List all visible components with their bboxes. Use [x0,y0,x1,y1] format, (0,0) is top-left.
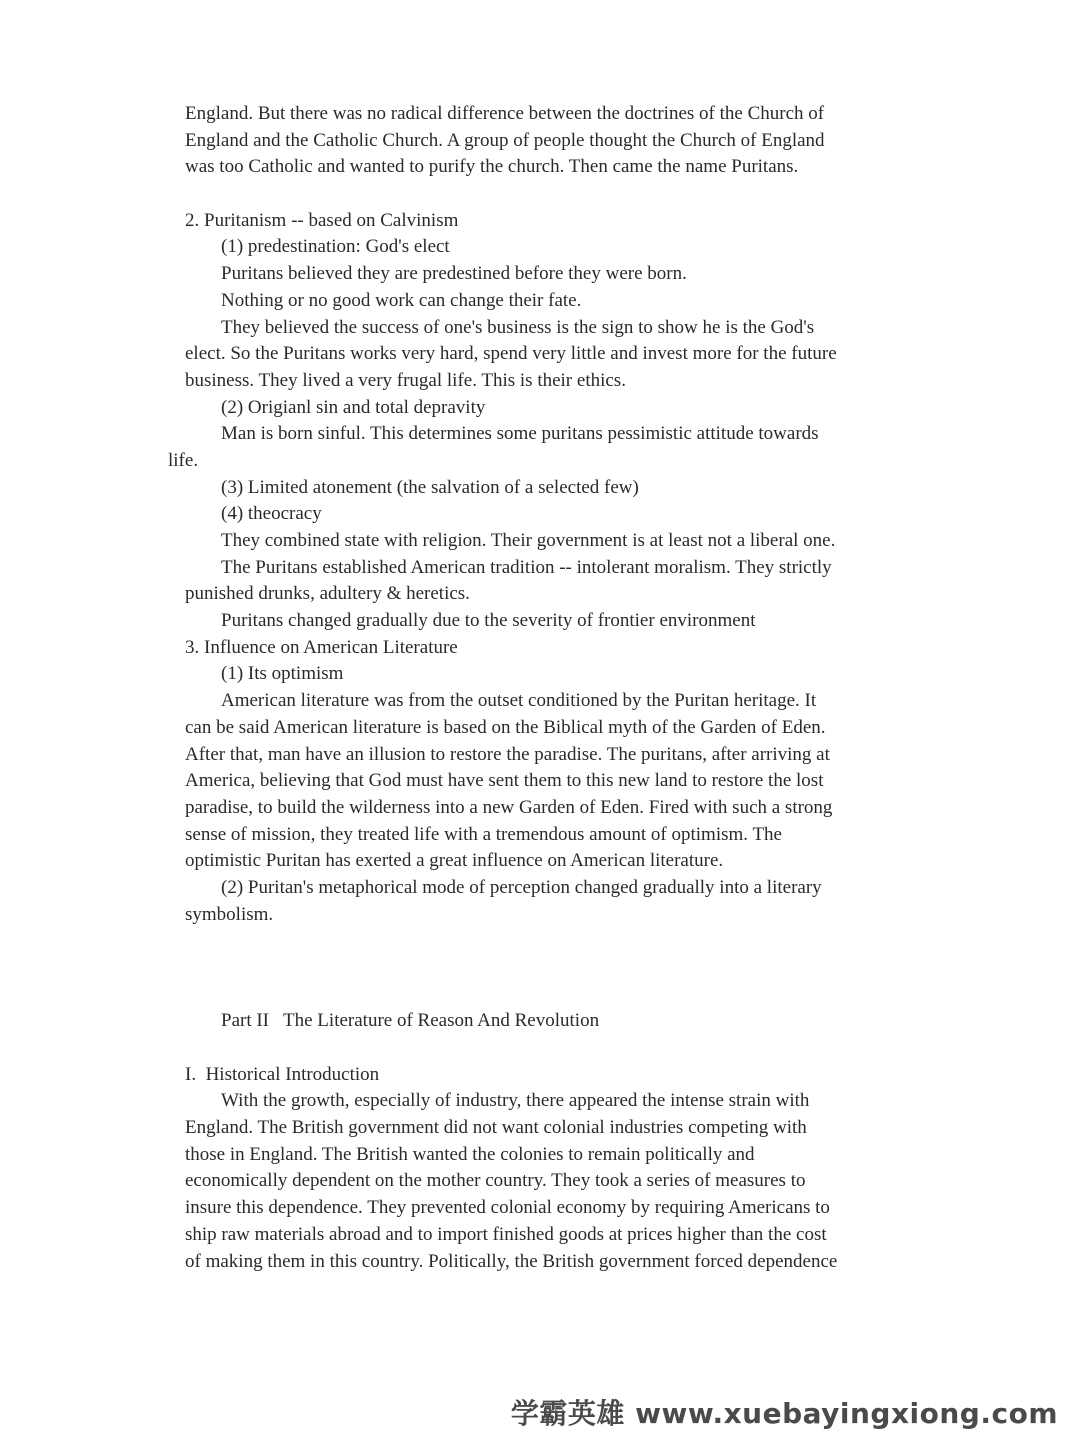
text-line: optimistic Puritan has exerted a great influence on American literature. [185,850,724,872]
part-label: Part II [221,1010,270,1032]
text-line: symbolism. [185,903,274,925]
text-line: Puritans changed gradually due to the severity of frontier environment [221,610,756,632]
text-line: Man is born sinful. This determines some puritans pessimistic attitude towards [221,423,819,445]
subsection-heading: (4) theocracy [221,503,322,525]
text-line: economically dependent on the mother country. They took a series of measures to [185,1170,806,1192]
text-line: The Puritans established American tradition -- intolerant moralism. They strictly [221,556,832,578]
section-heading: 2. Puritanism -- based on Calvinism [185,209,459,231]
section-influence [0,635,1080,929]
text-line: England. The British government did not want colonial industries competing with [185,1117,807,1139]
subsection-heading: (3) Limited atonement (the salvation of a selected few) [221,476,639,498]
section-heading: 3. Influence on American Literature [185,636,458,658]
text-line: can be said American literature is based on the Biblical myth of the Garden of Eden. [185,716,826,738]
text-line: ship raw materials abroad and to import finished goods at prices higher than the cost [185,1223,827,1245]
section-historical [0,1062,1080,1276]
text-line: England and the Catholic Church. A group of people thought the Church of England [185,129,825,151]
section-heading: I. Historical Introduction [185,1063,380,1085]
site-watermark: 学霸英雄 www.xuebayingxiong.com [510,1397,1058,1430]
text-line: life. [168,449,199,471]
text-line: of making them in this country. Politically, the British government forced dependence [185,1250,838,1272]
part-title: The Literature of Reason And Revolution [283,1010,600,1032]
text-line: sense of mission, they treated life with a tremendous amount of optimism. The [185,823,782,845]
spacer [0,181,1080,208]
text-line: (2) Puritan's metaphorical mode of perception changed gradually into a literary [221,876,822,898]
text-line: Nothing or no good work can change their fate. [221,289,582,311]
text-line: After that, man have an illusion to restore the paradise. The puritans, after arriving at [185,743,830,765]
text-line: those in England. The British wanted the colonies to remain politically and [185,1143,755,1165]
section-puritanism [0,208,1080,635]
text-line: American literature was from the outset conditioned by the Puritan heritage. It [221,690,817,712]
text-line: They believed the success of one's business is the sign to show he is the God's [221,316,815,338]
text-line: With the growth, especially of industry, there appeared the intense strain with [221,1090,810,1112]
subsection-heading: (1) predestination: God's elect [221,236,450,258]
document-page [0,101,1080,1275]
spacer [0,928,1080,1008]
text-line: Puritans believed they are predestined before they were born. [221,263,687,285]
part-heading [0,1008,1080,1035]
text-line: insure this dependence. They prevented colonial economy by requiring Americans to [185,1197,830,1219]
intro-paragraph [0,101,1080,181]
text-line: They combined state with religion. Their government is at least not a liberal one. [221,530,836,551]
text-line: was too Catholic and wanted to purify the church. Then came the name Puritans. [185,156,799,178]
subsection-heading: (2) Origianl sin and total depravity [221,396,486,418]
text-line: elect. So the Puritans works very hard, spend very little and invest more for the future [185,343,837,365]
spacer [0,1035,1080,1062]
text-line: England. But there was no radical difference between the doctrines of the Church of [185,103,825,124]
text-line: paradise, to build the wilderness into a new Garden of Eden. Fired with such a strong [185,796,833,818]
text-line: business. They lived a very frugal life. This is their ethics. [185,369,626,391]
subsection-heading: (1) Its optimism [221,663,344,685]
text-line: America, believing that God must have sent them to this new land to restore the lost [185,770,824,792]
text-line: punished drunks, adultery & heretics. [185,583,470,605]
